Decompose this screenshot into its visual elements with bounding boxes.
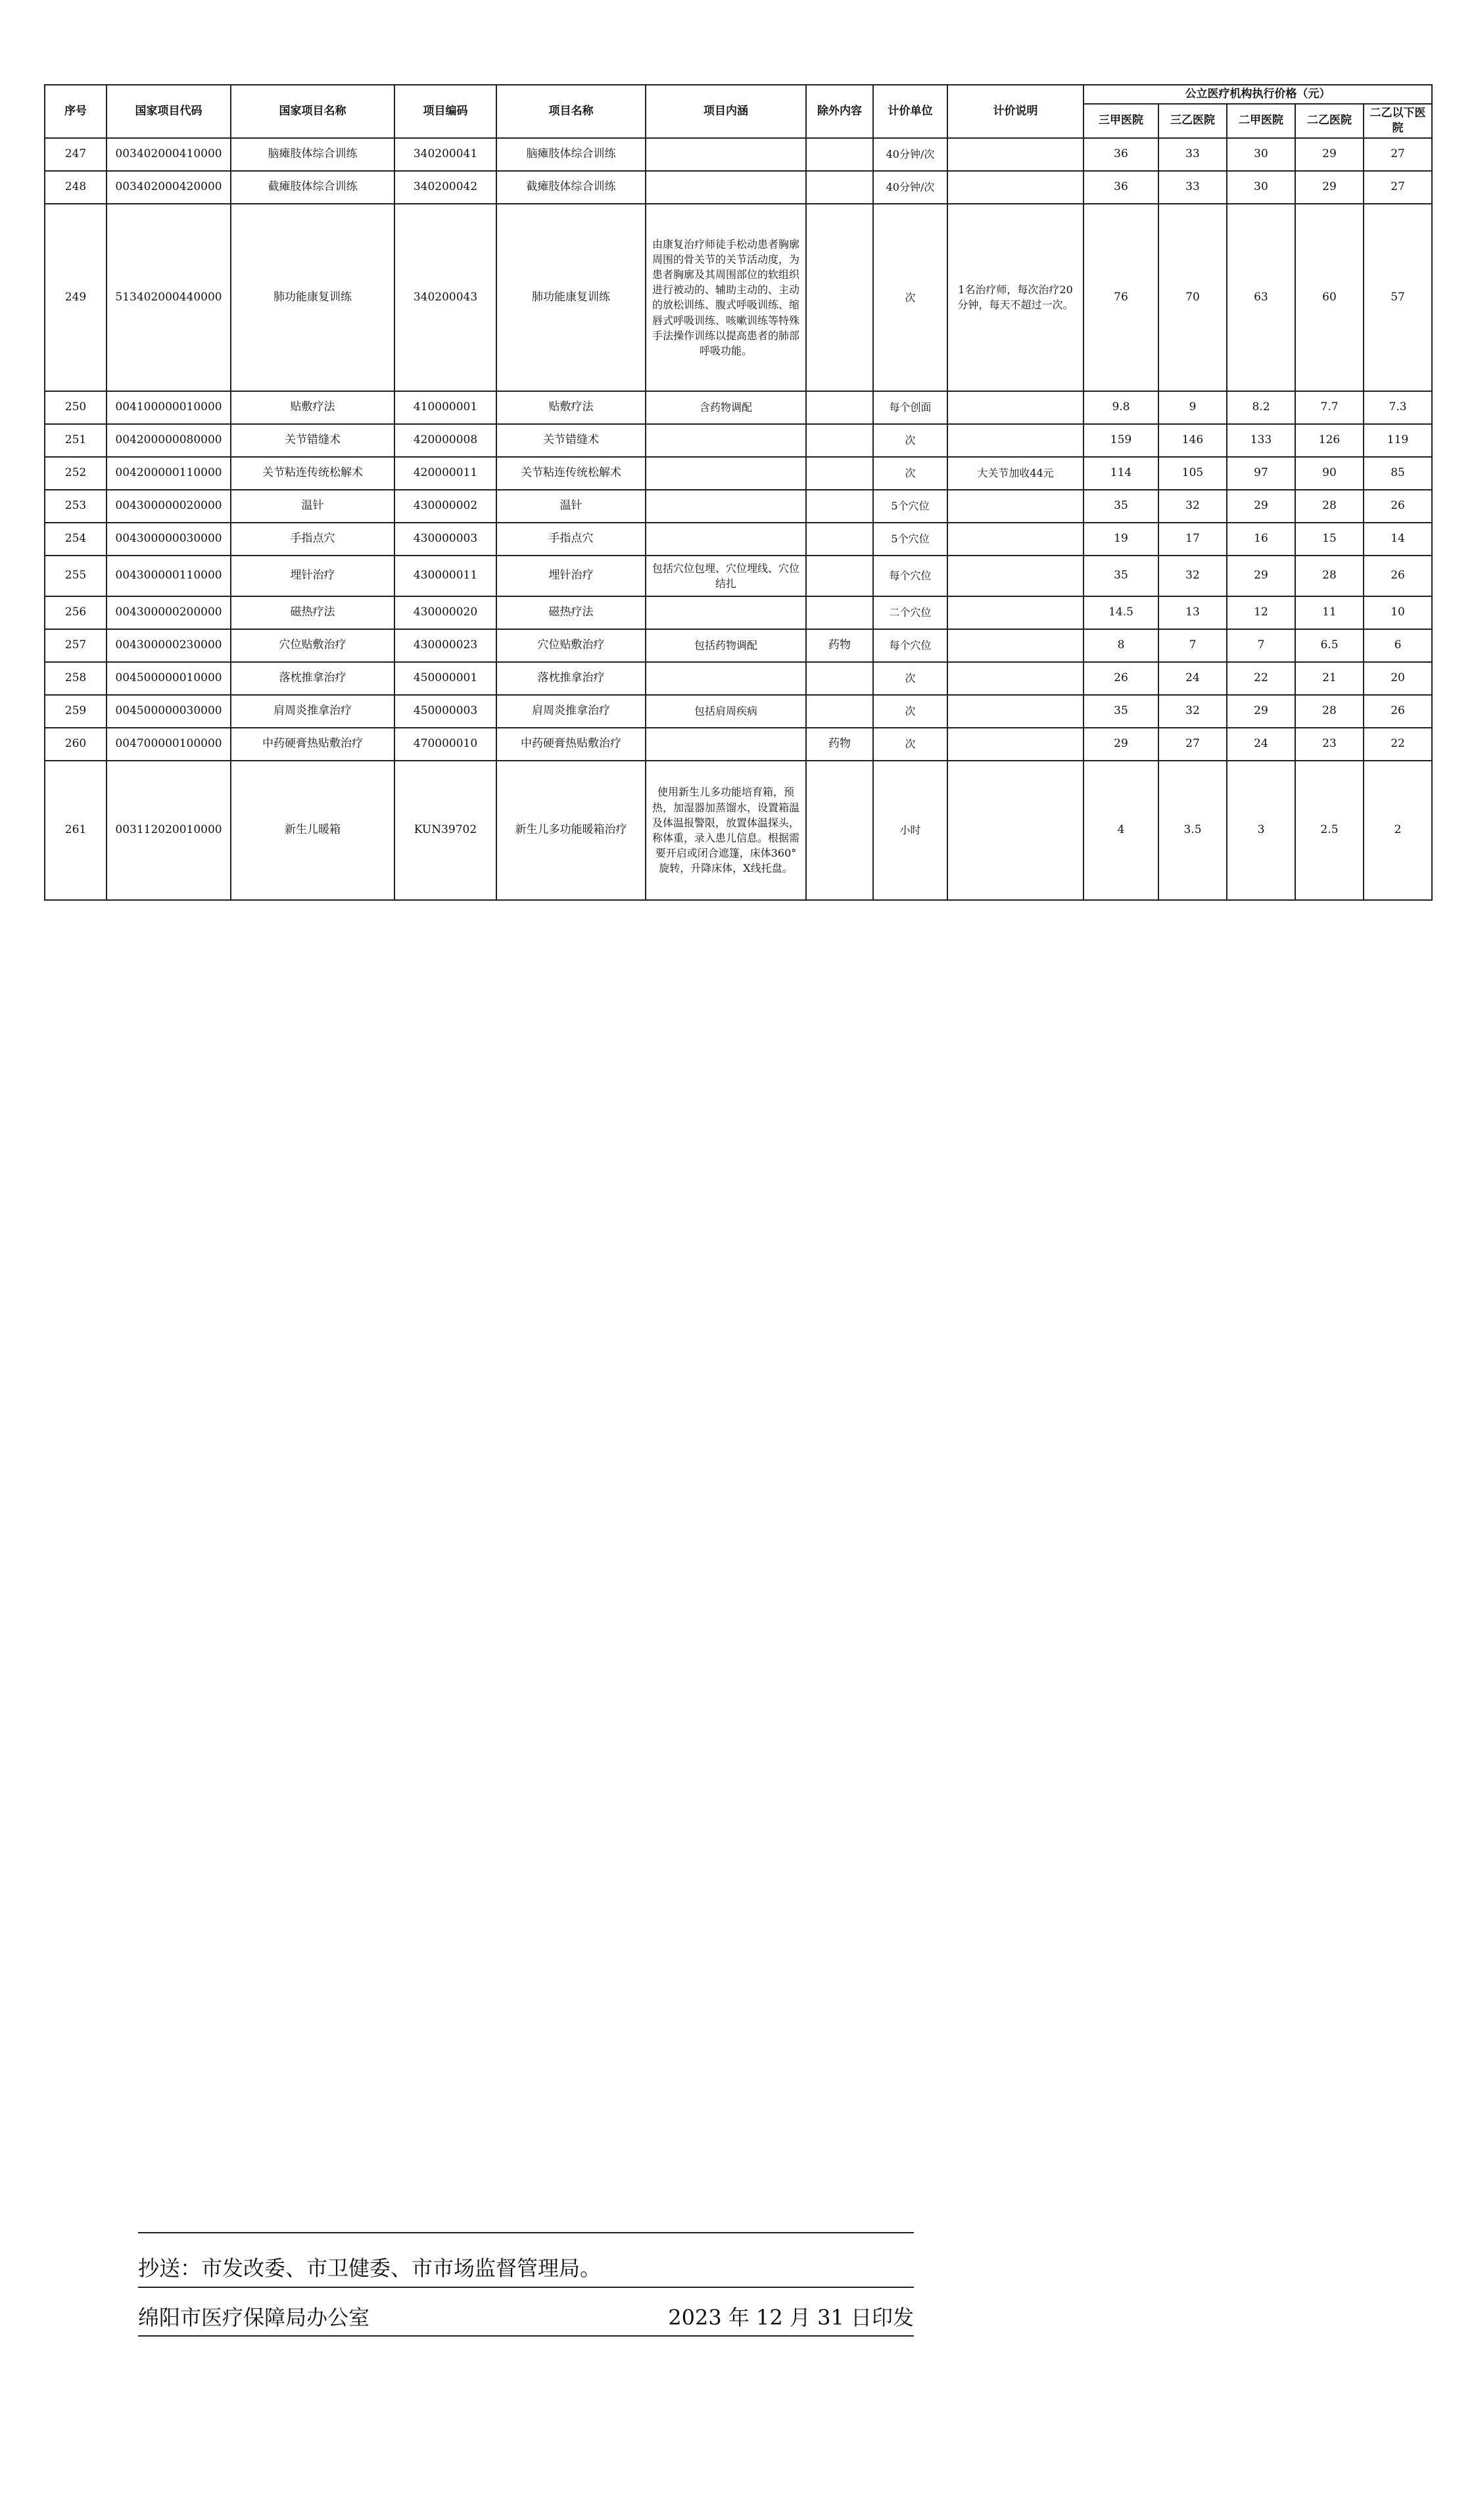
footer-mid-rule — [138, 2287, 914, 2288]
cell-national-name: 脑瘫肢体综合训练 — [231, 138, 394, 171]
cell-price-tier-3: 22 — [1227, 662, 1295, 695]
cell-seq: 249 — [45, 204, 107, 391]
cell-connotation: 包括穴位包埋、穴位埋线、穴位结扎 — [646, 556, 806, 596]
cell-unit: 次 — [873, 695, 947, 728]
cell-item-code: 420000008 — [394, 424, 496, 457]
cell-price-tier-5: 20 — [1364, 662, 1432, 695]
cell-seq: 251 — [45, 424, 107, 457]
cell-price-tier-2: 24 — [1158, 662, 1227, 695]
cell-national-code: 004300000200000 — [107, 596, 231, 629]
cell-unit: 次 — [873, 457, 947, 490]
cell-price-tier-5: 26 — [1364, 556, 1432, 596]
cell-item-code: 340200042 — [394, 171, 496, 204]
table-row — [45, 523, 1432, 556]
cell-item-name: 关节错缝术 — [496, 424, 646, 457]
cell-national-name: 关节粘连传统松解术 — [231, 457, 394, 490]
cell-price-tier-1: 35 — [1083, 490, 1158, 523]
cell-item-name: 磁热疗法 — [496, 596, 646, 629]
table-row — [45, 204, 1432, 391]
cell-item-code: 470000010 — [394, 728, 496, 761]
cell-price-tier-5: 6 — [1364, 629, 1432, 662]
header-tier-1: 三甲医院 — [1083, 104, 1158, 138]
price-table — [44, 84, 1433, 901]
cell-price-tier-5: 27 — [1364, 171, 1432, 204]
cell-price-tier-1: 29 — [1083, 728, 1158, 761]
cell-item-name: 关节粘连传统松解术 — [496, 457, 646, 490]
cell-price-tier-2: 33 — [1158, 138, 1227, 171]
cell-price-tier-1: 4 — [1083, 761, 1158, 900]
issuer-line — [138, 2301, 914, 2331]
cell-item-code: 430000023 — [394, 629, 496, 662]
cell-price-tier-2: 32 — [1158, 556, 1227, 596]
header-seq: 序号 — [45, 85, 107, 138]
cell-pricing-note — [947, 391, 1083, 424]
cell-national-name: 关节错缝术 — [231, 424, 394, 457]
cell-price-tier-3: 133 — [1227, 424, 1295, 457]
cell-price-tier-1: 76 — [1083, 204, 1158, 391]
cell-national-name: 中药硬膏热贴敷治疗 — [231, 728, 394, 761]
cell-seq: 260 — [45, 728, 107, 761]
cell-pricing-note — [947, 138, 1083, 171]
cell-pricing-note — [947, 523, 1083, 556]
table-row — [45, 728, 1432, 761]
cell-price-tier-4: 126 — [1295, 424, 1364, 457]
cell-exclusions — [806, 556, 873, 596]
cell-exclusions — [806, 662, 873, 695]
cell-pricing-note — [947, 695, 1083, 728]
header-unit: 计价单位 — [873, 85, 947, 138]
cell-unit: 次 — [873, 728, 947, 761]
table-row — [45, 695, 1432, 728]
cell-national-code: 004500000030000 — [107, 695, 231, 728]
cell-connotation: 由康复治疗师徒手松动患者胸廓周围的骨关节的关节活动度，为患者胸廓及其周围部位的软组织进行被动的、辅助主动的、主动的放松训练、腹式呼吸训练、缩唇式呼吸训练、咳嗽训练等特殊手法操作训练以提高患者的肺部呼吸功能。 — [646, 204, 806, 391]
cell-price-tier-2: 3.5 — [1158, 761, 1227, 900]
cell-pricing-note — [947, 662, 1083, 695]
cell-item-code: 430000020 — [394, 596, 496, 629]
cell-price-tier-3: 30 — [1227, 138, 1295, 171]
cell-unit: 小时 — [873, 761, 947, 900]
cell-exclusions — [806, 490, 873, 523]
cell-pricing-note — [947, 629, 1083, 662]
cell-national-name: 新生儿暖箱 — [231, 761, 394, 900]
cell-unit: 40分钟/次 — [873, 171, 947, 204]
cell-exclusions — [806, 596, 873, 629]
footer-bottom-rule — [138, 2335, 914, 2337]
header-item-code: 项目编码 — [394, 85, 496, 138]
cell-exclusions — [806, 138, 873, 171]
table-row — [45, 391, 1432, 424]
cell-price-tier-5: 85 — [1364, 457, 1432, 490]
cell-pricing-note — [947, 171, 1083, 204]
cell-national-name: 肩周炎推拿治疗 — [231, 695, 394, 728]
cell-seq: 255 — [45, 556, 107, 596]
cell-seq: 254 — [45, 523, 107, 556]
header-tier-3: 二甲医院 — [1227, 104, 1295, 138]
cell-pricing-note: 大关节加收44元 — [947, 457, 1083, 490]
cell-pricing-note — [947, 596, 1083, 629]
cell-price-tier-1: 35 — [1083, 695, 1158, 728]
cell-unit: 二个穴位 — [873, 596, 947, 629]
cell-item-code: 410000001 — [394, 391, 496, 424]
cell-national-code: 004200000110000 — [107, 457, 231, 490]
cell-pricing-note — [947, 728, 1083, 761]
cell-item-code: 450000001 — [394, 662, 496, 695]
cell-item-name: 温针 — [496, 490, 646, 523]
cell-unit: 5个穴位 — [873, 490, 947, 523]
cell-price-tier-5: 26 — [1364, 490, 1432, 523]
cell-national-code: 004500000010000 — [107, 662, 231, 695]
cell-item-code: 430000003 — [394, 523, 496, 556]
issuer-name: 绵阳市医疗保障局办公室 — [138, 2305, 370, 2330]
cell-price-tier-5: 27 — [1364, 138, 1432, 171]
cell-price-tier-5: 2 — [1364, 761, 1432, 900]
cell-pricing-note — [947, 424, 1083, 457]
cell-price-tier-5: 119 — [1364, 424, 1432, 457]
cell-connotation — [646, 662, 806, 695]
cell-price-tier-3: 7 — [1227, 629, 1295, 662]
cell-connotation: 包括肩周疾病 — [646, 695, 806, 728]
cell-price-tier-3: 8.2 — [1227, 391, 1295, 424]
cell-price-tier-1: 36 — [1083, 171, 1158, 204]
cell-exclusions: 药物 — [806, 728, 873, 761]
cell-national-name: 温针 — [231, 490, 394, 523]
header-item-name: 项目名称 — [496, 85, 646, 138]
cell-connotation — [646, 138, 806, 171]
cell-price-tier-2: 32 — [1158, 490, 1227, 523]
cell-unit: 40分钟/次 — [873, 138, 947, 171]
cc-line: 抄送：市发改委、市卫健委、市市场监督管理局。 — [138, 2256, 602, 2281]
cell-price-tier-5: 22 — [1364, 728, 1432, 761]
cell-seq: 261 — [45, 761, 107, 900]
cell-seq: 258 — [45, 662, 107, 695]
cell-price-tier-5: 14 — [1364, 523, 1432, 556]
header-national-name: 国家项目名称 — [231, 85, 394, 138]
cell-connotation — [646, 490, 806, 523]
cell-national-code: 004700000100000 — [107, 728, 231, 761]
cell-price-tier-1: 19 — [1083, 523, 1158, 556]
cell-national-code: 003402000410000 — [107, 138, 231, 171]
cell-connotation — [646, 728, 806, 761]
cell-price-tier-3: 12 — [1227, 596, 1295, 629]
header-tier-2: 三乙医院 — [1158, 104, 1227, 138]
cell-connotation: 包括药物调配 — [646, 629, 806, 662]
cell-price-tier-2: 7 — [1158, 629, 1227, 662]
cell-price-tier-3: 16 — [1227, 523, 1295, 556]
cell-price-tier-2: 146 — [1158, 424, 1227, 457]
cell-price-tier-1: 159 — [1083, 424, 1158, 457]
cell-unit: 每个穴位 — [873, 629, 947, 662]
cell-price-tier-5: 57 — [1364, 204, 1432, 391]
cell-pricing-note — [947, 556, 1083, 596]
cell-price-tier-5: 7.3 — [1364, 391, 1432, 424]
cell-price-tier-3: 63 — [1227, 204, 1295, 391]
cell-price-tier-4: 7.7 — [1295, 391, 1364, 424]
cell-connotation — [646, 523, 806, 556]
cell-seq: 256 — [45, 596, 107, 629]
header-exclusions: 除外内容 — [806, 85, 873, 138]
cell-unit: 次 — [873, 204, 947, 391]
table-body — [45, 138, 1432, 900]
cell-exclusions — [806, 391, 873, 424]
cell-national-code: 003402000420000 — [107, 171, 231, 204]
header-tier-4: 二乙医院 — [1295, 104, 1364, 138]
table-row — [45, 138, 1432, 171]
cell-seq: 248 — [45, 171, 107, 204]
cell-national-name: 落枕推拿治疗 — [231, 662, 394, 695]
cell-connotation — [646, 171, 806, 204]
cell-connotation — [646, 457, 806, 490]
cell-price-tier-1: 9.8 — [1083, 391, 1158, 424]
cell-unit: 次 — [873, 424, 947, 457]
cell-price-tier-4: 28 — [1295, 556, 1364, 596]
cell-connotation — [646, 424, 806, 457]
cell-item-code: 340200043 — [394, 204, 496, 391]
cell-national-name: 磁热疗法 — [231, 596, 394, 629]
cell-seq: 247 — [45, 138, 107, 171]
cell-item-name: 新生儿多功能暖箱治疗 — [496, 761, 646, 900]
cell-price-tier-4: 28 — [1295, 490, 1364, 523]
cell-price-tier-5: 10 — [1364, 596, 1432, 629]
cell-national-code: 004100000010000 — [107, 391, 231, 424]
cell-national-name: 手指点穴 — [231, 523, 394, 556]
cell-unit: 每个穴位 — [873, 556, 947, 596]
cell-pricing-note — [947, 490, 1083, 523]
cell-connotation: 含药物调配 — [646, 391, 806, 424]
cell-price-tier-4: 6.5 — [1295, 629, 1364, 662]
cell-national-name: 肺功能康复训练 — [231, 204, 394, 391]
cell-seq: 259 — [45, 695, 107, 728]
cell-national-name: 埋针治疗 — [231, 556, 394, 596]
cell-national-code: 004200000080000 — [107, 424, 231, 457]
cell-price-tier-2: 70 — [1158, 204, 1227, 391]
cell-national-code: 004300000030000 — [107, 523, 231, 556]
table-row — [45, 171, 1432, 204]
cell-unit: 每个创面 — [873, 391, 947, 424]
cell-item-name: 截瘫肢体综合训练 — [496, 171, 646, 204]
cell-item-name: 埋针治疗 — [496, 556, 646, 596]
cell-item-name: 落枕推拿治疗 — [496, 662, 646, 695]
cell-exclusions — [806, 171, 873, 204]
cell-price-tier-2: 105 — [1158, 457, 1227, 490]
issue-date: 2023 年 12 月 31 日印发 — [668, 2305, 914, 2330]
table-row — [45, 424, 1432, 457]
cell-price-tier-4: 2.5 — [1295, 761, 1364, 900]
header-price-group: 公立医疗机构执行价格（元） — [1083, 85, 1432, 104]
cell-price-tier-1: 14.5 — [1083, 596, 1158, 629]
header-pricing-note: 计价说明 — [947, 85, 1083, 138]
table-row — [45, 490, 1432, 523]
header-national-code: 国家项目代码 — [107, 85, 231, 138]
cell-price-tier-4: 21 — [1295, 662, 1364, 695]
cell-item-code: 430000002 — [394, 490, 496, 523]
table-row — [45, 761, 1432, 900]
cell-seq: 257 — [45, 629, 107, 662]
cell-pricing-note — [947, 761, 1083, 900]
cell-price-tier-4: 60 — [1295, 204, 1364, 391]
cell-price-tier-3: 29 — [1227, 490, 1295, 523]
cell-item-name: 肺功能康复训练 — [496, 204, 646, 391]
cell-item-name: 脑瘫肢体综合训练 — [496, 138, 646, 171]
cell-item-name: 肩周炎推拿治疗 — [496, 695, 646, 728]
cell-price-tier-2: 32 — [1158, 695, 1227, 728]
cell-national-code: 004300000110000 — [107, 556, 231, 596]
cell-item-name: 穴位贴敷治疗 — [496, 629, 646, 662]
cell-national-code: 004300000020000 — [107, 490, 231, 523]
cell-price-tier-4: 28 — [1295, 695, 1364, 728]
cell-price-tier-1: 35 — [1083, 556, 1158, 596]
cell-national-name: 截瘫肢体综合训练 — [231, 171, 394, 204]
cell-price-tier-4: 29 — [1295, 171, 1364, 204]
cell-item-code: KUN39702 — [394, 761, 496, 900]
cell-exclusions — [806, 523, 873, 556]
cell-price-tier-2: 9 — [1158, 391, 1227, 424]
cell-connotation: 使用新生儿多功能培育箱，预热，加湿器加蒸馏水，设置箱温及体温报警限，放置体温探头，称体重，录入患儿信息。根据需要开启或闭合遮篷，床体360°旋转，升降床体，X线托盘。 — [646, 761, 806, 900]
table-row — [45, 457, 1432, 490]
cell-price-tier-3: 24 — [1227, 728, 1295, 761]
cell-price-tier-1: 114 — [1083, 457, 1158, 490]
cell-item-name: 手指点穴 — [496, 523, 646, 556]
cell-national-name: 穴位贴敷治疗 — [231, 629, 394, 662]
cell-price-tier-4: 90 — [1295, 457, 1364, 490]
header-tier-5: 二乙以下医院 — [1364, 104, 1432, 138]
cell-exclusions — [806, 424, 873, 457]
cell-price-tier-4: 29 — [1295, 138, 1364, 171]
cell-connotation — [646, 596, 806, 629]
cell-price-tier-1: 36 — [1083, 138, 1158, 171]
cell-price-tier-2: 13 — [1158, 596, 1227, 629]
cell-price-tier-2: 33 — [1158, 171, 1227, 204]
cell-seq: 253 — [45, 490, 107, 523]
cell-exclusions — [806, 204, 873, 391]
cell-national-code: 004300000230000 — [107, 629, 231, 662]
cell-price-tier-3: 3 — [1227, 761, 1295, 900]
cell-price-tier-1: 8 — [1083, 629, 1158, 662]
cell-price-tier-4: 11 — [1295, 596, 1364, 629]
cell-national-code: 003112020010000 — [107, 761, 231, 900]
cell-item-code: 420000011 — [394, 457, 496, 490]
cell-price-tier-2: 27 — [1158, 728, 1227, 761]
cell-seq: 250 — [45, 391, 107, 424]
cell-price-tier-1: 26 — [1083, 662, 1158, 695]
cell-unit: 次 — [873, 662, 947, 695]
cell-price-tier-3: 29 — [1227, 695, 1295, 728]
cell-exclusions — [806, 761, 873, 900]
cell-item-code: 340200041 — [394, 138, 496, 171]
table-row — [45, 556, 1432, 596]
cell-seq: 252 — [45, 457, 107, 490]
table-row — [45, 629, 1432, 662]
cell-price-tier-3: 29 — [1227, 556, 1295, 596]
cell-unit: 5个穴位 — [873, 523, 947, 556]
table-row — [45, 662, 1432, 695]
cell-price-tier-4: 23 — [1295, 728, 1364, 761]
table-row — [45, 596, 1432, 629]
cell-exclusions — [806, 695, 873, 728]
header-connotation: 项目内涵 — [646, 85, 806, 138]
cell-price-tier-3: 97 — [1227, 457, 1295, 490]
cell-exclusions — [806, 457, 873, 490]
cell-price-tier-3: 30 — [1227, 171, 1295, 204]
cell-item-name: 贴敷疗法 — [496, 391, 646, 424]
cell-national-code: 513402000440000 — [107, 204, 231, 391]
footer-top-rule — [138, 2232, 914, 2233]
cell-item-code: 450000003 — [394, 695, 496, 728]
cell-price-tier-2: 17 — [1158, 523, 1227, 556]
cell-price-tier-4: 15 — [1295, 523, 1364, 556]
cell-price-tier-5: 26 — [1364, 695, 1432, 728]
cell-pricing-note: 1名治疗师，每次治疗20分钟，每天不超过一次。 — [947, 204, 1083, 391]
cell-national-name: 贴敷疗法 — [231, 391, 394, 424]
cell-item-name: 中药硬膏热贴敷治疗 — [496, 728, 646, 761]
cell-item-code: 430000011 — [394, 556, 496, 596]
cell-exclusions: 药物 — [806, 629, 873, 662]
